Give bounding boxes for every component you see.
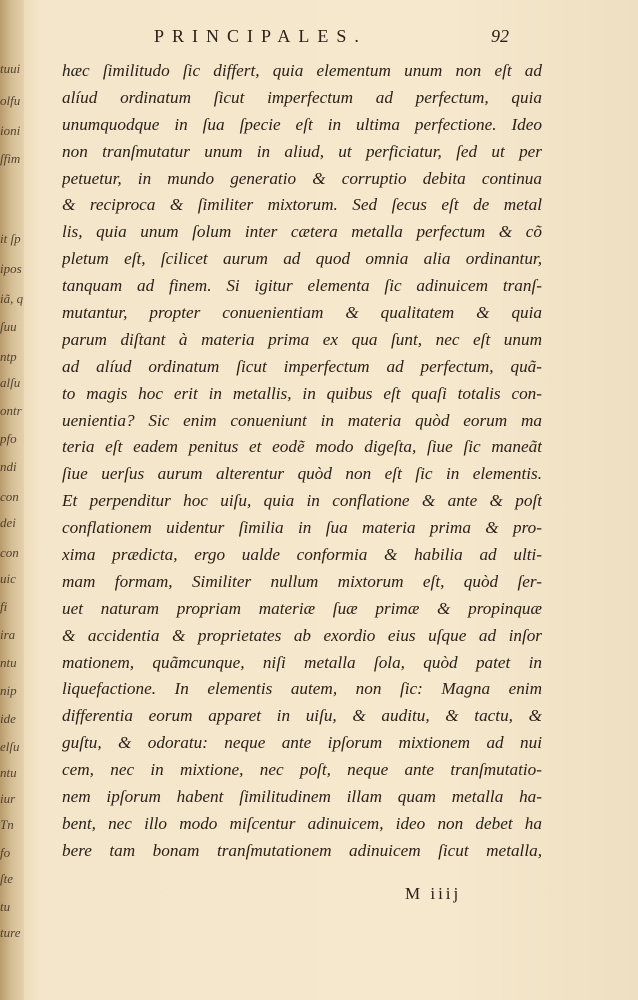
- gutter-fragment: ntp: [0, 350, 17, 364]
- text-line: & reciproca & ſimiliter mixtorum. Sed ſecus eſt de metal: [62, 195, 542, 215]
- gutter-fragment: ontr: [0, 404, 22, 418]
- text-line: uenientia? Sic enim conueniunt in materia quòd eorum ma: [62, 410, 542, 430]
- gutter-fragment: ſte: [0, 872, 13, 886]
- text-line: ſiue uerſus aurum alterentur quòd non eſt ſic in elementis.: [62, 464, 542, 484]
- page-header: [54, 22, 554, 52]
- gutter-fragment: fo: [0, 846, 11, 860]
- text-line: nem ipſorum habent ſimilitudinem illam quam metalla ha-: [62, 787, 542, 807]
- text-line: teria eſt eadem penitus et eodẽ modo digeſta, ſiue ſic maneãt: [62, 437, 542, 457]
- gutter-fragment: nip: [0, 684, 17, 698]
- gutter-fragment: ſuu: [0, 320, 17, 334]
- text-line: petuetur, in mundo generatio & corruptio debita continua: [62, 168, 542, 188]
- text-line: unumquodque in ſua ſpecie eſt in ultima perfectione. Ideo: [62, 114, 542, 134]
- text-line: hæc ſimilitudo ſic differt, quia elementum unum non eſt ad: [62, 61, 542, 80]
- gutter-fragment: ſfim: [0, 152, 21, 166]
- gutter-fragment: Tn: [0, 818, 14, 832]
- text-line: uet naturam propriam materiæ ſuæ primæ & propinquæ: [62, 598, 542, 618]
- text-line: cem, nec in mixtione, nec poſt, neque ante tranſmutatio-: [62, 760, 542, 780]
- text-line: non tranſmutatur unum in aliud, ut perficiatur, ſed ut per: [62, 141, 542, 161]
- text-line: ad alíud ordinatum ſicut imperfectum ad perfectum, quã-: [62, 356, 542, 376]
- text-line: lis, quia unum ſolum inter cætera metalla perfectum & cõ: [62, 222, 542, 242]
- text-line: xima prædicta, ergo ualde conformia & habilia ad ulti-: [62, 545, 542, 565]
- gutter-fragment: it ſp: [0, 232, 21, 246]
- gutter-fragment: tuui: [0, 62, 21, 76]
- gutter-fragment: uic: [0, 572, 16, 586]
- gutter-fragment: ndi: [0, 460, 17, 474]
- text-line: bent, nec illo modo miſcentur adinuicem, ideo non debet ha: [62, 813, 542, 833]
- text-line: mutantur, propter conuenientiam & qualitatem & quia: [62, 303, 542, 323]
- text-line: conflationem uidentur ſimilia in ſua materia prima & pro-: [62, 518, 542, 538]
- gutter-fragment: ioni: [0, 124, 21, 138]
- gutter-fragment: alſu: [0, 376, 21, 390]
- gutter-fragment: con: [0, 546, 19, 560]
- gutter-fragment: iur: [0, 792, 16, 806]
- text-line: mationem, quãmcunque, niſi metalla ſola, quòd patet in: [62, 652, 542, 672]
- facing-page-gutter: [0, 0, 24, 1000]
- text-line: to magis hoc erit in metallis, in quibus eſt quaſi totalis con-: [62, 383, 542, 403]
- gutter-fragment: elſu: [0, 740, 20, 754]
- text-line: tanquam ad finem. Si igitur elementa ſic adinuicem tranſ-: [62, 276, 542, 296]
- gutter-fragment: tu: [0, 900, 11, 914]
- text-line: mam formam, Similiter nullum mixtorum eſt, quòd ſer-: [62, 571, 542, 591]
- text-line: guſtu, & odoratu: neque ante ipſorum mixtionem ad nui: [62, 733, 542, 753]
- gutter-fragment: fi: [0, 600, 8, 614]
- text-line: differentia eorum apparet in uiſu, & auditu, & tactu, &: [62, 706, 542, 726]
- running-title: PRINCIPALES.: [154, 26, 367, 46]
- text-line: liquefactione. In elementis autem, non ſic: Magna enim: [62, 679, 542, 699]
- gutter-fragment: iã, q: [0, 292, 24, 306]
- text-line: & accidentia & proprietates ab exordio eius uſque ad inſor: [62, 625, 542, 645]
- text-line: Et perpenditur hoc uiſu, quia in conflatione & ante & poſt: [62, 491, 542, 511]
- text-line: parum diſtant à materia prima ex qua ſunt, nec eſt unum: [62, 329, 542, 349]
- gutter-fragment: ide: [0, 712, 16, 726]
- signature-mark: M iiij: [405, 884, 462, 903]
- gutter-fragment: ntu: [0, 766, 17, 780]
- text-line: bere tam bonam tranſmutationem adinuicem ſicut metalla,: [62, 840, 542, 860]
- gutter-fragment: ntu: [0, 656, 17, 670]
- text-line: pletum eſt, ſcilicet aurum ad quod omnia alia ordinantur,: [62, 249, 542, 269]
- gutter-fragment: con: [0, 490, 19, 504]
- gutter-fragment: ira: [0, 628, 16, 642]
- body-text: [62, 58, 542, 865]
- text-line: alíud ordinatum ſicut imperfectum ad perfectum, quia: [62, 87, 542, 107]
- page-number: 92: [491, 26, 509, 46]
- gutter-fragment: ipos: [0, 262, 22, 276]
- gutter-fragment: dei: [0, 516, 16, 530]
- gutter-fragment: pfo: [0, 432, 17, 446]
- gutter-fragment: ture: [0, 926, 21, 940]
- gutter-fragment: olfu: [0, 94, 21, 108]
